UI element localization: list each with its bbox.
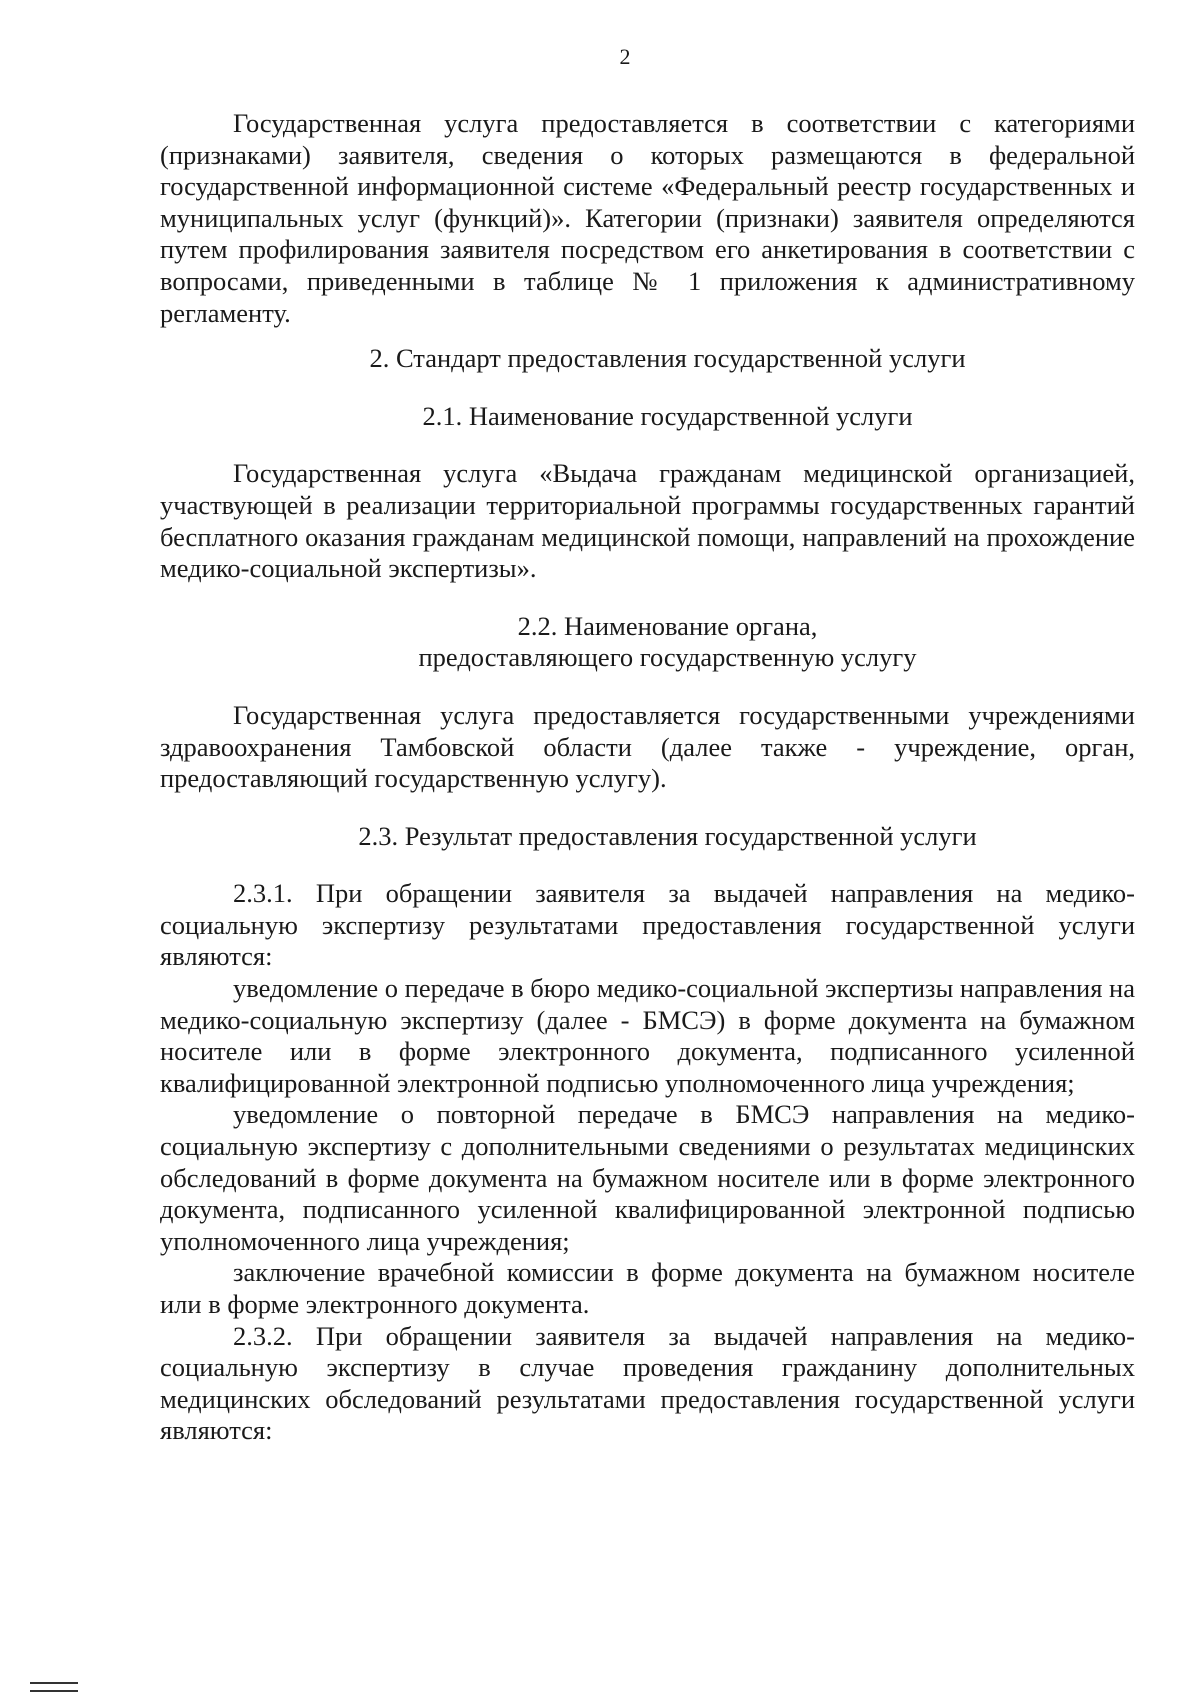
- page-number: 2: [619, 44, 631, 69]
- section-2-1-paragraph: Государственная услуга «Выдача гражданам медицинской организацией, участвующей в реализации территориальной программы государственных гарантий бесплатного оказания гражданам медицинской помощи, направлений на прохождение медико-социальной экспертизы».: [160, 458, 1135, 584]
- section-2-2-heading-line2: предоставляющего государственную услугу: [418, 642, 917, 673]
- commission-conclusion-paragraph: заключение врачебной комиссии в форме документа на бумажном носителе или в форме электронного документа.: [160, 1257, 1135, 1319]
- notification-repeat-transfer-paragraph: уведомление о повторной передаче в БМСЭ направления на медико-социальную экспертизу с дополнительными сведениями о результатах медицинских обследований в форме документа на бумажном носителе или в форме электронного документа, подписанного усиленной квалифицированной электронной подписью уполномоченного лица учреждения;: [160, 1099, 1135, 1256]
- intro-paragraph: Государственная услуга предоставляется в соответствии с категориями (признаками) заявителя, сведения о которых размещаются в федеральной государственной информационной системе «Федеральный реестр государственных и муниципальных услуг (функций)». Категории (признаки) заявителя определяются путем профилирования заявителя посредством его анкетирования в соответствии с вопросами, приведенными в таблице № 1 приложения к административному регламенту.: [160, 108, 1135, 328]
- section-2-2-heading-line1: 2.2. Наименование органа,: [517, 610, 818, 641]
- section-2-heading: 2. Стандарт предоставления государственной услуги: [369, 343, 966, 374]
- section-2-1-heading: 2.1. Наименование государственной услуги: [422, 400, 913, 431]
- scan-mark: [30, 1682, 78, 1692]
- section-2-3-2-paragraph: 2.3.2. При обращении заявителя за выдачей направления на медико-социальную экспертизу в случае проведения гражданину дополнительных медицинских обследований результатами предоставления государственной услуги являются:: [160, 1320, 1135, 1446]
- notification-transfer-paragraph: уведомление о передаче в бюро медико-социальной экспертизы направления на медико-социальную экспертизу (далее - БМСЭ) в форме документа на бумажном носителе или в форме электронного документа, подписанного усиленной квалифицированной электронной подписью уполномоченного лица учреждения;: [160, 973, 1135, 1098]
- document-body: [160, 108, 1135, 1447]
- section-2-3-heading: 2.3. Результат предоставления государственной услуги: [358, 820, 977, 851]
- section-2-3-1-paragraph: 2.3.1. При обращении заявителя за выдачей направления на медико-социальную экспертизу результатами предоставления государственной услуги являются:: [160, 878, 1135, 972]
- section-2-2-paragraph: Государственная услуга предоставляется государственными учреждениями здравоохранения Тамбовской области (далее также - учреждение, орган, предоставляющий государственную услугу).: [160, 699, 1135, 794]
